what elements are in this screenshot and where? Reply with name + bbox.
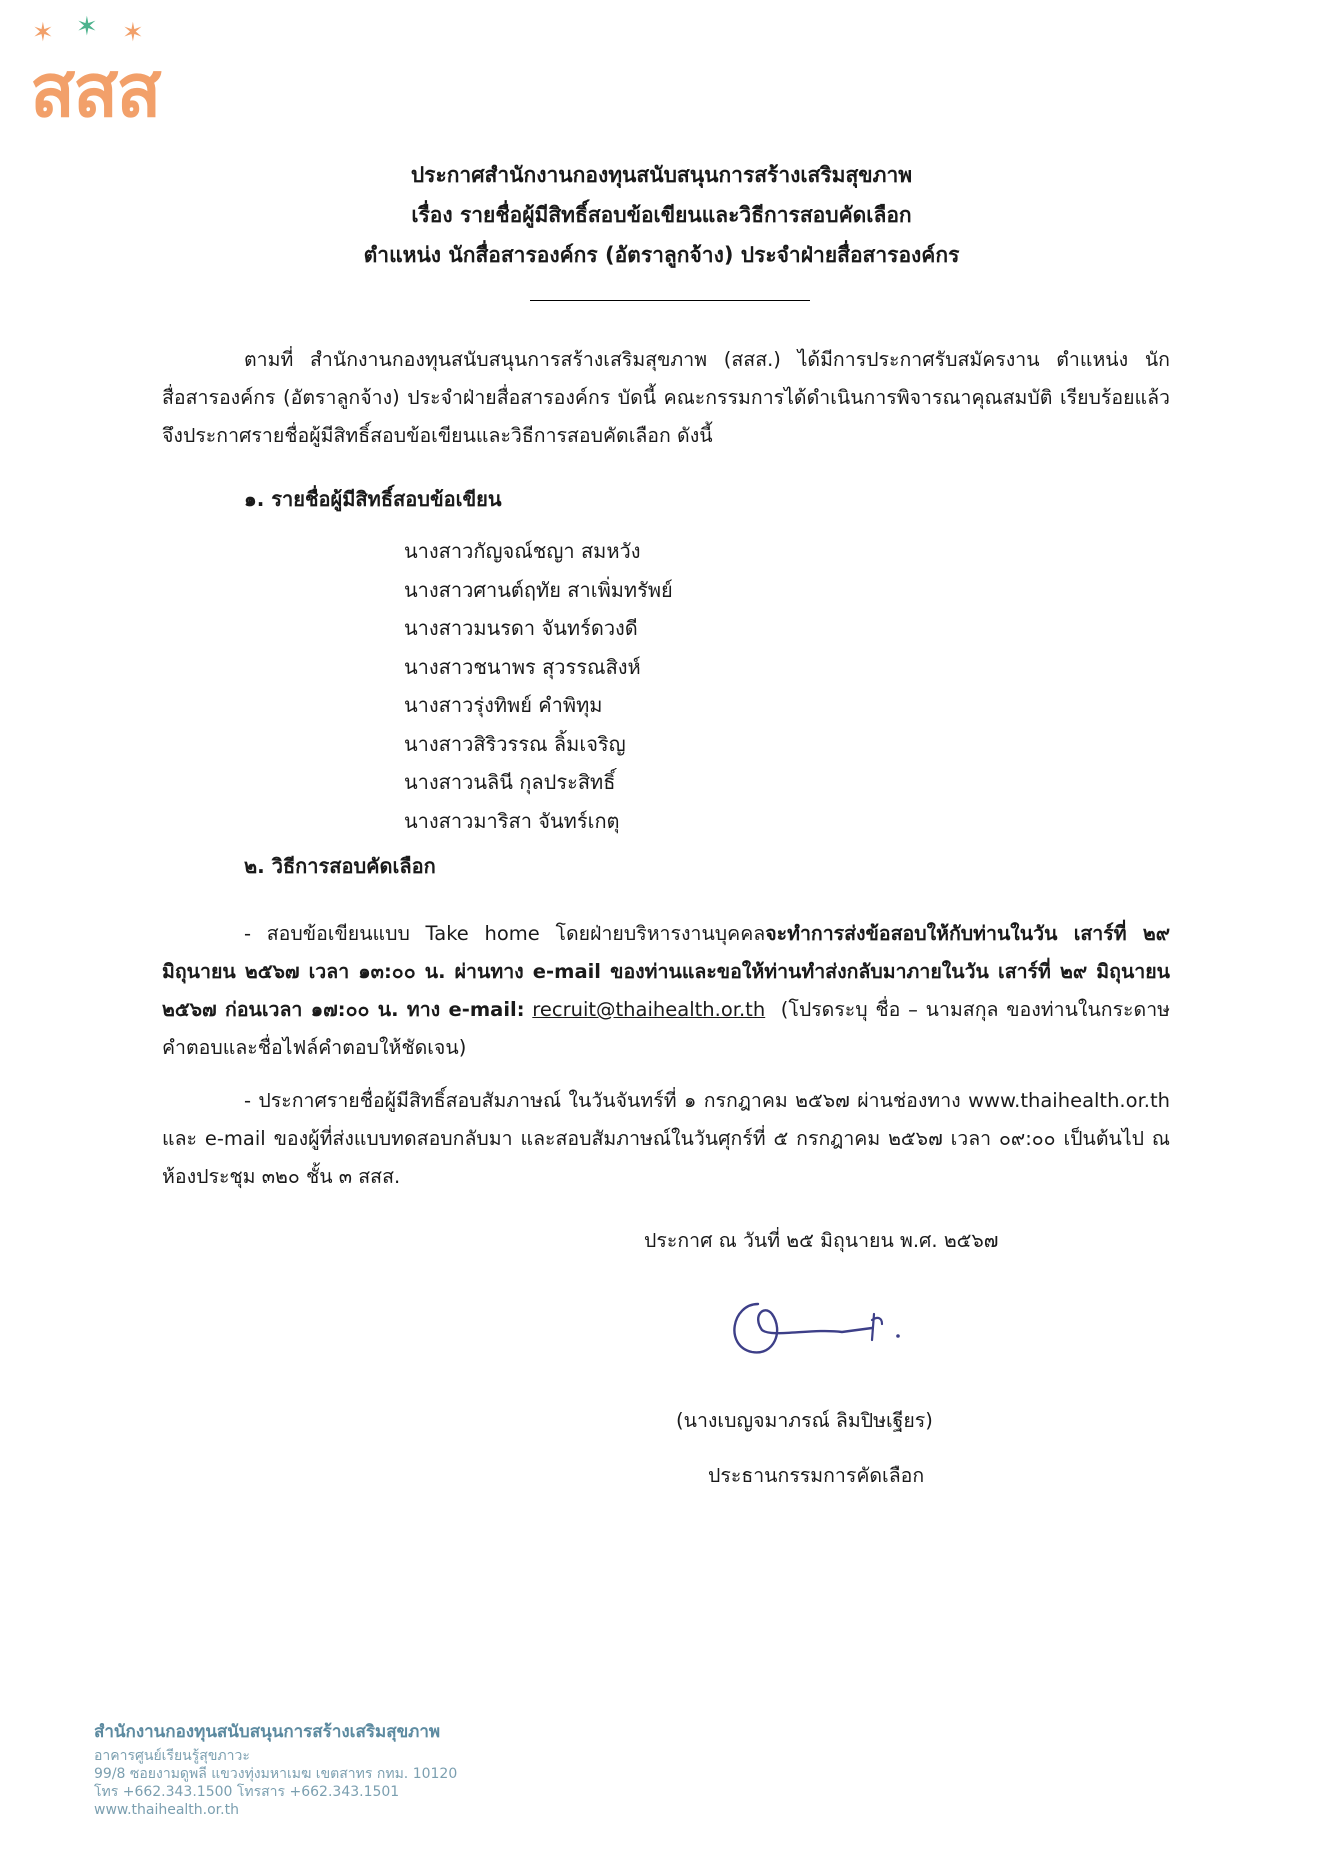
announcement-position: ตำแหน่ง นักสื่อสารองค์กร (อัตราลูกจ้าง) ประจำฝ่ายสื่อสารองค์กร bbox=[363, 243, 960, 267]
section2-title: ๒. วิธีการสอบคัดเลือก bbox=[244, 854, 436, 878]
logo-wordmark: สสส bbox=[30, 48, 160, 134]
recruit-email-link[interactable]: recruit@thaihealth.or.th bbox=[532, 998, 766, 1021]
list-item: นางสาวมาริสา จันทร์เกตุ bbox=[404, 808, 620, 833]
exam-method-note: (โปรดระบุ ชื่อ – นามสกุล ของท่านในกระดาษคำตอบและชื่อไฟล์คำตอบให้ชัดเจน) bbox=[162, 998, 1170, 1059]
header-divider bbox=[530, 300, 810, 301]
thaihealth-logo bbox=[30, 12, 200, 134]
announcement-subject: เรื่อง รายชื่อผู้มีสิทธิ์สอบข้อเขียนและวิธีการสอบคัดเลือก bbox=[411, 203, 912, 227]
footer-address: 99/8 ซอยงามดูพลี แขวงทุ่งมหาเมฆ เขตสาทร กทม. 10120 bbox=[94, 1766, 458, 1782]
list-item: นางสาวกัญจณ์ชญา สมหวัง bbox=[404, 539, 641, 563]
footer-address-block bbox=[94, 1718, 457, 1819]
list-item: นางสาวศานต์ฤทัย สาเพิ่มทรัพย์ bbox=[404, 577, 673, 602]
section1-title: ๑. รายชื่อผู้มีสิทธิ์สอบข้อเขียน bbox=[244, 487, 502, 511]
announcement-title: ประกาศสำนักงานกองทุนสนับสนุนการสร้างเสริมสุขภาพ bbox=[410, 163, 913, 187]
exam-method-intro: - สอบข้อเขียนแบบ Take home โดยฝ่ายบริหารงานบุคคล bbox=[244, 922, 766, 945]
signature-image bbox=[722, 1276, 922, 1366]
list-item: นางสาวนลินี กุลประสิทธิ์ bbox=[404, 770, 616, 794]
list-item: นางสาวสิริวรรณ ลิ้มเจริญ bbox=[404, 731, 626, 756]
footer-building: อาคารศูนย์เรียนรู้สุขภาวะ bbox=[94, 1748, 250, 1764]
list-item: นางสาวมนรดา จันทร์ดวงดี bbox=[404, 616, 638, 640]
figure-icon-orange-right: ✶ bbox=[122, 18, 144, 48]
figure-icon-green: ✶ bbox=[76, 12, 98, 42]
list-item: นางสาวชนาพร สุวรรณสิงห์ bbox=[404, 654, 641, 679]
candidate-list bbox=[404, 532, 673, 840]
announcement-date: ประกาศ ณ วันที่ ๒๕ มิถุนายน พ.ศ. ๒๕๖๗ bbox=[644, 1229, 999, 1252]
footer-org-name: สำนักงานกองทุนสนับสนุนการสร้างเสริมสุขภาพ bbox=[94, 1722, 441, 1742]
interview-paragraph: - ประกาศรายชื่อผู้มีสิทธิ์สอบสัมภาษณ์ ในวันจันทร์ที่ ๑ กรกฎาคม ๒๕๖๗ ผ่านช่องทาง www.thaihealth.or.th และ e-mail ของผู้ที่ส่งแบบทดสอบกลับมา และสอบสัมภาษณ์ในวันศุกร์ที่ ๕ กรกฎาคม ๒๕๖๗ เวลา ๐๙:๐๐ เป็นต้นไป ณ ห้องประชุม ๓๒๐ ชั้น ๓ สสส. bbox=[162, 1089, 1170, 1188]
figure-icon-orange-left: ✶ bbox=[32, 18, 54, 48]
signer-name: (นางเบญจมาภรณ์ ลิมปิษเฐียร) bbox=[676, 1409, 933, 1432]
exam-method-paragraph bbox=[162, 915, 1170, 1067]
footer-phone: โทร +662.343.1500 โทรสาร +662.343.1501 bbox=[94, 1784, 400, 1800]
signer-role: ประธานกรรมการคัดเลือก bbox=[708, 1464, 925, 1487]
exam-schedule-text: จะทำการส่งข้อสอบให้กับท่านในวัน เสาร์ที่ ๒๙ มิถุนายน ๒๕๖๗ เวลา ๑๓:๐๐ น. ผ่านทาง e-mail ของท่านและขอให้ท่านทำส่งกลับมาภายในวัน เสาร์ที่ ๒๙ มิถุนายน ๒๕๖๗ ก่อนเวลา ๑๗:๐๐ น. ทาง e-mail: bbox=[162, 922, 1170, 1021]
footer-website[interactable]: www.thaihealth.or.th bbox=[94, 1802, 239, 1818]
intro-paragraph: ตามที่ สำนักงานกองทุนสนับสนุนการสร้างเสริมสุขภาพ (สสส.) ได้มีการประกาศรับสมัครงาน ตำแหน่ง นักสื่อสารองค์กร (อัตราลูกจ้าง) ประจำฝ่ายสื่อสารองค์กร บัดนี้ คณะกรรมการได้ดำเนินการพิจารณาคุณสมบัติ เรียบร้อยแล้ว จึงประกาศรายชื่อผู้มีสิทธิ์สอบข้อเขียนและวิธีการสอบคัดเลือก ดังนี้ bbox=[162, 348, 1170, 447]
list-item: นางสาวรุ่งทิพย์ คำพิทุม bbox=[404, 693, 603, 717]
